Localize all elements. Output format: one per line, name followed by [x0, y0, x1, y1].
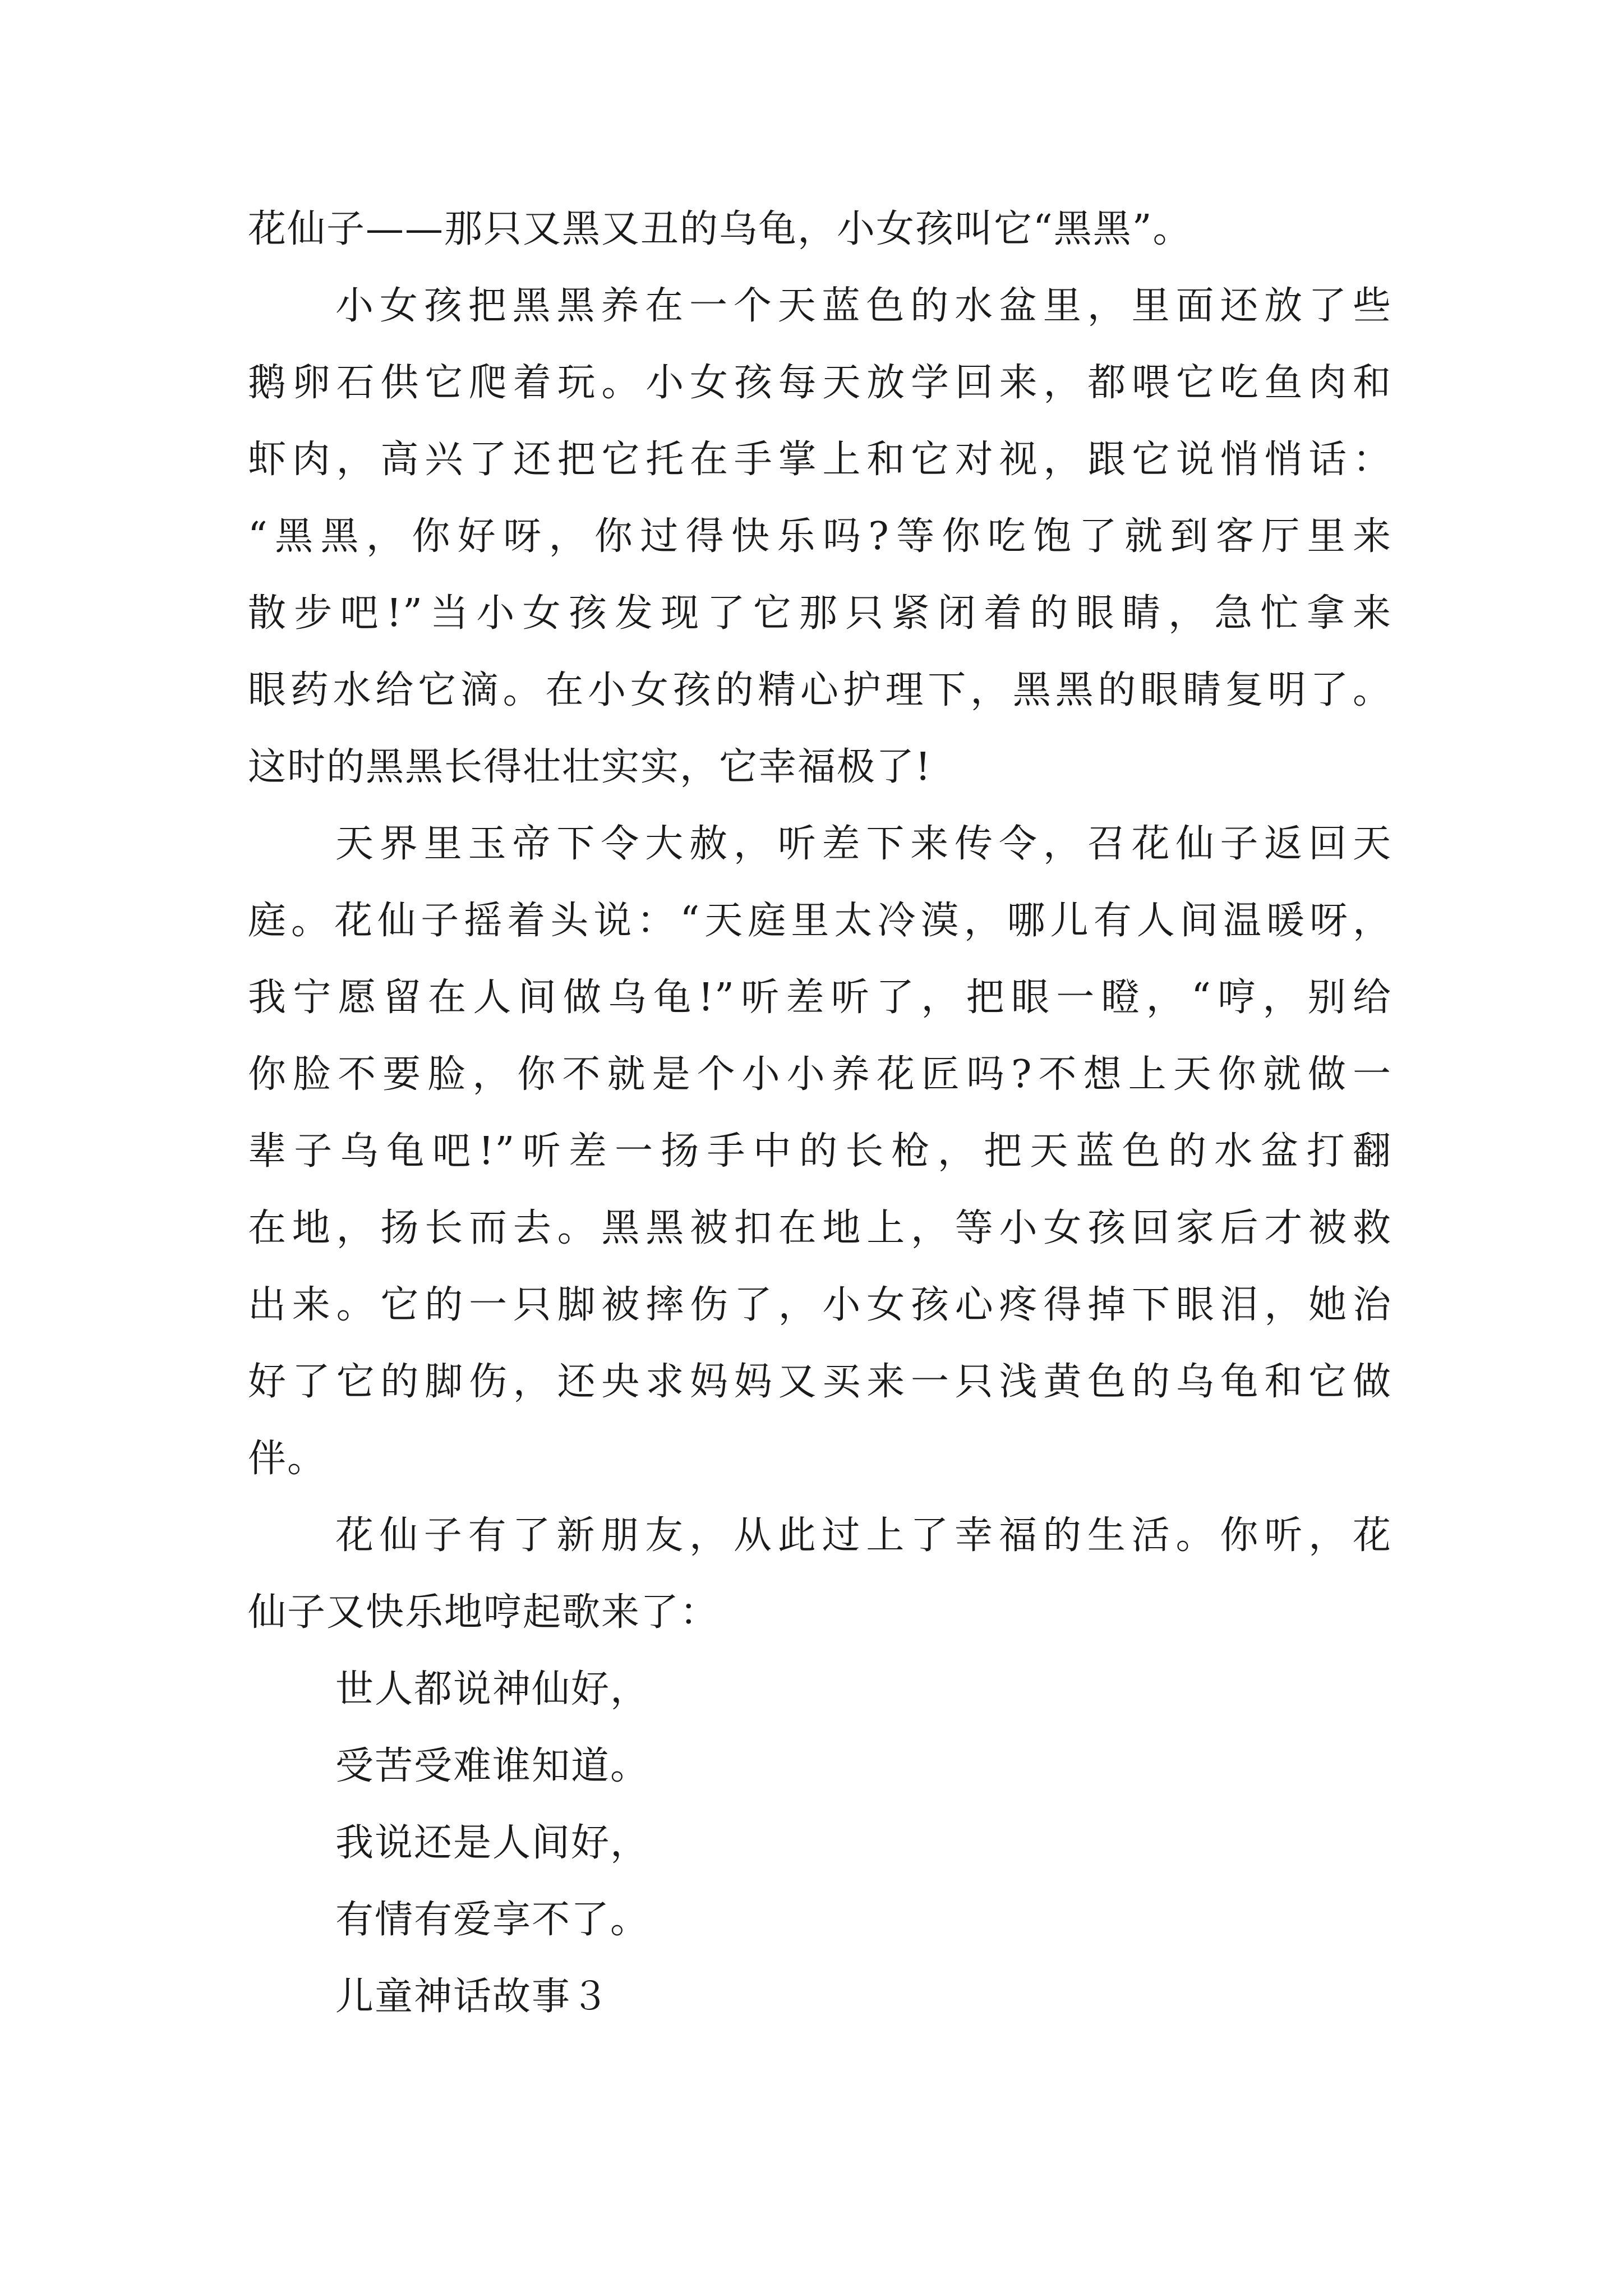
story-text: [248, 191, 1392, 2035]
paragraph-line: 散步吧!”当小女孩发现了它那只紧闭着的眼睛，急忙拿来: [248, 591, 1392, 636]
paragraph-line: 你脸不要脸，你不就是个小小养花匠吗?不想上天你就做一: [248, 1052, 1392, 1097]
poem-line: 受苦受难谁知道。: [335, 1744, 650, 1788]
paragraph-line: 鹅卵石供它爬着玩。小女孩每天放学回来，都喂它吃鱼肉和: [248, 361, 1392, 405]
paragraph-line: 花仙子有了新朋友，从此过上了幸福的生活。你听，花: [335, 1513, 1392, 1558]
poem-line: 我说还是人间好，: [335, 1821, 650, 1865]
paragraph-line: 仙子又快乐地哼起歌来了：: [248, 1590, 720, 1635]
paragraph-line: 花仙子——那只又黑又丑的乌龟，小女孩叫它“黑黑”。: [248, 207, 1192, 251]
poem-line: 世人都说神仙好，: [335, 1667, 650, 1711]
paragraph-line: 伴。: [248, 1437, 327, 1481]
poem-line: 有情有爱享不了。: [335, 1898, 650, 1942]
paragraph-line: 这时的黑黑长得壮壮实实，它幸福极了!: [248, 745, 932, 789]
section-heading: 儿童神话故事３: [335, 1975, 611, 2019]
paragraph-line: 好了它的脚伤，还央求妈妈又买来一只浅黄色的乌龟和它做: [248, 1360, 1392, 1404]
paragraph-line: 出来。它的一只脚被摔伤了，小女孩心疼得掉下眼泪，她治: [248, 1283, 1392, 1327]
paragraph-line: 天界里玉帝下令大赦，听差下来传令，召花仙子返回天: [335, 822, 1392, 866]
paragraph-line: 我宁愿留在人间做乌龟!”听差听了，把眼一瞪，“哼，别给: [248, 976, 1392, 1020]
paragraph-line: 眼药水给它滴。在小女孩的精心护理下，黑黑的眼睛复明了。: [248, 668, 1392, 712]
paragraph-line: 辈子乌龟吧!”听差一扬手中的长枪，把天蓝色的水盆打翻: [248, 1129, 1392, 1174]
paragraph-line: 小女孩把黑黑养在一个天蓝色的水盆里，里面还放了些: [335, 284, 1392, 328]
paragraph-line: “黑黑，你好呀，你过得快乐吗?等你吃饱了就到客厅里来: [248, 514, 1392, 559]
paragraph-line: 庭。花仙子摇着头说：“天庭里太冷漠，哪儿有人间温暖呀，: [248, 899, 1392, 943]
paragraph-line: 在地，扬长而去。黑黑被扣在地上，等小女孩回家后才被救: [248, 1206, 1392, 1250]
paragraph-line: 虾肉，高兴了还把它托在手掌上和它对视，跟它说悄悄话：: [248, 438, 1392, 482]
